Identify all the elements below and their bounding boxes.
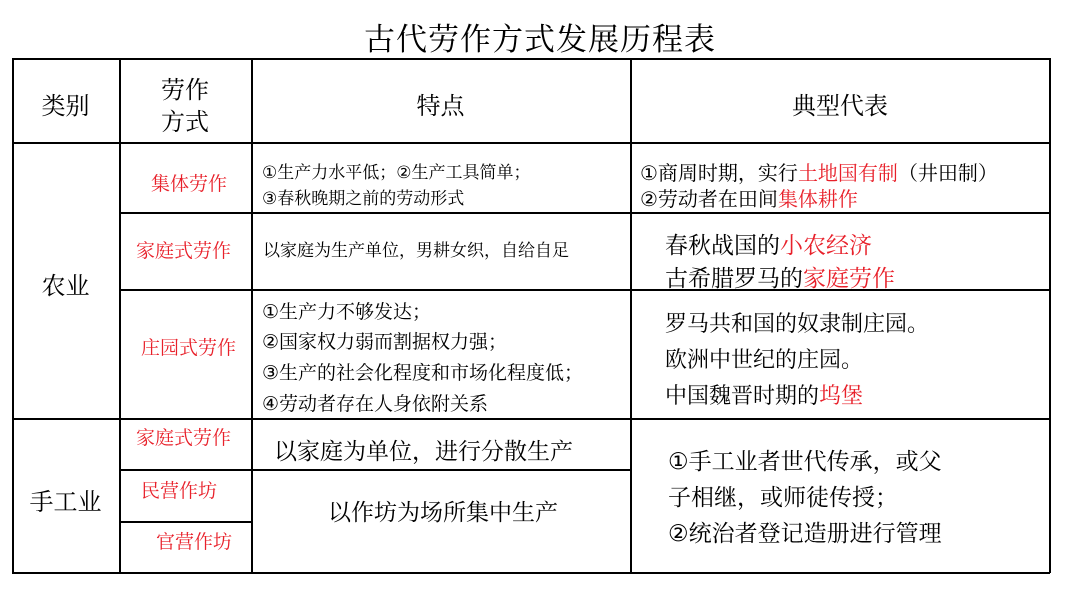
header-examples: 典型代表	[792, 92, 888, 120]
example-line: ①商周时期，实行土地国有制（井田制）	[640, 161, 998, 185]
header-category: 类别	[41, 92, 90, 120]
method-private-workshop: 民营作坊	[141, 480, 218, 502]
feature-line: ④劳动者存在人身依附关系	[262, 393, 489, 415]
feature-line: 以作坊为场所集中生产	[328, 500, 558, 526]
row-divider	[119, 289, 1050, 291]
category-handicraft: 手工业	[29, 488, 102, 516]
example-line: 中国魏晋时期的坞堡	[665, 384, 864, 409]
row-divider	[119, 212, 1050, 214]
example-line: 罗马共和国的奴隶制庄园。	[665, 312, 930, 337]
method-manor: 庄园式劳作	[141, 337, 237, 359]
header-divider	[12, 142, 1050, 144]
feature-line: ③生产的社会化程度和市场化程度低；	[262, 362, 584, 384]
header-method-line1: 劳作	[161, 76, 209, 104]
example-line: 古希腊罗马的家庭劳作	[665, 266, 895, 292]
header-features: 特点	[416, 92, 465, 120]
example-line: ②统治者登记造册进行管理	[668, 521, 942, 547]
column-divider	[251, 58, 253, 573]
header-method-line2: 方式	[161, 108, 209, 136]
table-border-top	[12, 58, 1050, 60]
page-title: 古代劳作方式发展历程表	[364, 22, 716, 58]
method-official-workshop: 官营作坊	[156, 531, 233, 553]
example-line: 子相继，或师徒传授；	[668, 485, 898, 511]
row-divider	[119, 521, 251, 523]
example-line: 春秋战国的小农经济	[665, 233, 872, 259]
feature-line: ①生产力不够发达；	[262, 301, 432, 323]
feature-line: ①生产力水平低；②生产工具简单；	[262, 163, 531, 183]
category-agriculture: 农业	[41, 272, 90, 300]
method-family-workshop: 家庭式劳作	[136, 427, 232, 449]
example-line: ②劳动者在田间集体耕作	[640, 187, 858, 211]
column-divider	[630, 58, 632, 573]
example-line: 欧洲中世纪的庄园。	[665, 348, 864, 373]
section-divider	[12, 418, 1050, 420]
method-family: 家庭式劳作	[136, 240, 232, 262]
feature-line: ③春秋晚期之前的劳动形式	[262, 189, 465, 209]
table-border-bottom	[12, 572, 1050, 574]
method-collective: 集体劳作	[151, 173, 228, 195]
row-divider	[119, 469, 631, 471]
feature-line: 以家庭为生产单位，男耕女织，自给自足	[263, 241, 569, 261]
example-line: ①手工业者世代传承，或父	[668, 449, 942, 475]
feature-line: 以家庭为单位，进行分散生产	[274, 439, 573, 465]
table-border-right	[1049, 58, 1051, 573]
feature-line: ②国家权力弱而割据权力强；	[262, 331, 508, 353]
